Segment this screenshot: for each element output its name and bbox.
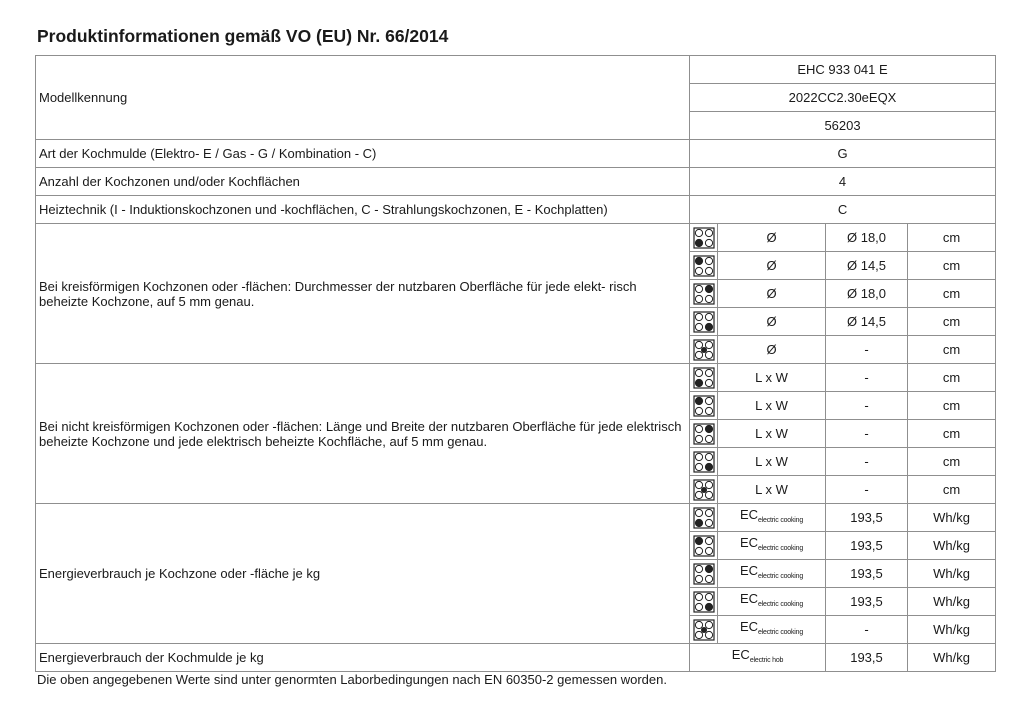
zone-rear-right-icon [693, 423, 715, 445]
value-cell: 193,5 [826, 504, 908, 532]
symbol: L x W [755, 370, 788, 385]
row-value: C [690, 196, 996, 224]
model-value: 2022CC2.30eEQX [690, 84, 996, 112]
symbol-cell [718, 252, 826, 280]
unit-cell: cm [908, 280, 996, 308]
table-row [36, 644, 996, 672]
group-label: Bei kreisförmigen Kochzonen oder -flächen: Durchmesser der nutzbaren Oberfläche für jede elekt- risch beheizte Kochzone, auf 5 mm genau. [36, 224, 690, 364]
model-label: Modellkennung [36, 56, 690, 140]
zone-icon-cell [690, 280, 718, 308]
symbol: Ø [766, 342, 777, 357]
group-label: Energieverbrauch je Kochzone oder -fläche je kg [36, 504, 690, 644]
zone-icon-cell [690, 532, 718, 560]
symbol-subscript: electric hob [749, 657, 784, 664]
zone-front-left-icon [693, 367, 715, 389]
zone-front-left-icon [693, 227, 715, 249]
symbol: EC [739, 535, 758, 550]
row-value: G [690, 140, 996, 168]
unit-cell: Wh/kg [908, 588, 996, 616]
symbol-cell [718, 420, 826, 448]
symbol: L x W [755, 482, 788, 497]
symbol-cell [718, 476, 826, 504]
symbol: L x W [755, 426, 788, 441]
symbol: Ø [766, 258, 777, 273]
symbol-cell [718, 448, 826, 476]
row-label: Anzahl der Kochzonen und/oder Kochflächen [36, 168, 690, 196]
symbol-cell [718, 588, 826, 616]
hob-total-label: Energieverbrauch der Kochmulde je kg [36, 644, 690, 672]
footnote: Die oben angegebenen Werte sind unter genormten Laborbedingungen nach EN 60350-2 gemessen worden. [37, 672, 667, 687]
zone-icon-cell [690, 308, 718, 336]
symbol-subscript: electric cooking [758, 601, 804, 608]
symbol: L x W [755, 454, 788, 469]
value-cell: - [826, 616, 908, 644]
symbol-subscript: electric cooking [758, 573, 804, 580]
zone-rear-left-icon [693, 535, 715, 557]
symbol: EC [731, 647, 750, 662]
symbol: EC [739, 507, 758, 522]
zone-icon-cell [690, 252, 718, 280]
zone-rear-right-icon [693, 563, 715, 585]
unit-cell: cm [908, 308, 996, 336]
value-cell: 193,5 [826, 588, 908, 616]
zone-front-right-icon [693, 591, 715, 613]
zone-center-icon [693, 339, 715, 361]
value-cell: Ø 18,0 [826, 224, 908, 252]
table-row [36, 504, 996, 532]
zone-front-right-icon [693, 451, 715, 473]
zone-rear-right-icon [693, 283, 715, 305]
zone-icon-cell [690, 224, 718, 252]
value-cell: - [826, 364, 908, 392]
symbol: L x W [755, 398, 788, 413]
table-row [36, 224, 996, 252]
table-row [36, 56, 996, 84]
page-title: Produktinformationen gemäß VO (EU) Nr. 66/2014 [37, 26, 449, 46]
symbol: Ø [766, 314, 777, 329]
value-cell: - [826, 336, 908, 364]
unit-cell: cm [908, 336, 996, 364]
model-value: 56203 [690, 112, 996, 140]
zone-icon-cell [690, 364, 718, 392]
zone-icon-cell [690, 616, 718, 644]
zone-icon-cell [690, 504, 718, 532]
value-cell: Ø 14,5 [826, 252, 908, 280]
zone-icon-cell [690, 420, 718, 448]
symbol-cell [718, 308, 826, 336]
symbol-cell [718, 560, 826, 588]
symbol: EC [739, 563, 758, 578]
symbol-cell [718, 280, 826, 308]
unit-cell: cm [908, 448, 996, 476]
value-cell: - [826, 420, 908, 448]
symbol-cell [690, 644, 826, 672]
value-cell: 193,5 [826, 532, 908, 560]
row-label: Art der Kochmulde (Elektro- E / Gas - G / Kombination - C) [36, 140, 690, 168]
table-row [36, 168, 996, 196]
symbol-cell [718, 532, 826, 560]
value-cell: 193,5 [826, 644, 908, 672]
symbol-cell [718, 616, 826, 644]
row-label: Heiztechnik (I - Induktionskochzonen und -kochflächen, C - Strahlungskochzonen, E - Kochplatten) [36, 196, 690, 224]
symbol-cell [718, 504, 826, 532]
zone-icon-cell [690, 588, 718, 616]
symbol-cell [718, 392, 826, 420]
value-cell: Ø 14,5 [826, 308, 908, 336]
zone-rear-left-icon [693, 255, 715, 277]
table-row [36, 196, 996, 224]
unit-cell: Wh/kg [908, 504, 996, 532]
zone-icon-cell [690, 560, 718, 588]
value-cell: - [826, 448, 908, 476]
unit-cell: Wh/kg [908, 616, 996, 644]
zone-icon-cell [690, 476, 718, 504]
row-value: 4 [690, 168, 996, 196]
unit-cell: cm [908, 252, 996, 280]
value-cell: - [826, 476, 908, 504]
symbol-cell [718, 224, 826, 252]
value-cell: Ø 18,0 [826, 280, 908, 308]
unit-cell: cm [908, 224, 996, 252]
unit-cell: cm [908, 392, 996, 420]
zone-front-right-icon [693, 311, 715, 333]
unit-cell: Wh/kg [908, 532, 996, 560]
model-value: EHC 933 041 E [690, 56, 996, 84]
symbol-cell [718, 364, 826, 392]
table-row [36, 364, 996, 392]
symbol-cell [718, 336, 826, 364]
zone-front-left-icon [693, 507, 715, 529]
symbol-subscript: electric cooking [758, 545, 804, 552]
zone-icon-cell [690, 336, 718, 364]
symbol: Ø [766, 286, 777, 301]
unit-cell: Wh/kg [908, 644, 996, 672]
symbol: Ø [766, 230, 777, 245]
unit-cell: cm [908, 364, 996, 392]
zone-icon-cell [690, 392, 718, 420]
unit-cell: cm [908, 420, 996, 448]
zone-center-icon [693, 619, 715, 641]
zone-icon-cell [690, 448, 718, 476]
table-row [36, 140, 996, 168]
symbol-subscript: electric cooking [758, 629, 804, 636]
product-info-table [35, 55, 996, 672]
zone-rear-left-icon [693, 395, 715, 417]
symbol-subscript: electric cooking [758, 517, 804, 524]
zone-center-icon [693, 479, 715, 501]
group-label: Bei nicht kreisförmigen Kochzonen oder -flächen: Länge und Breite der nutzbaren Oberfläche für jede elektrisch beheizte Kochzone und jede elektrisch beheizte Kochfläche, auf 5 mm genau. [36, 364, 690, 504]
value-cell: 193,5 [826, 560, 908, 588]
value-cell: - [826, 392, 908, 420]
unit-cell: cm [908, 476, 996, 504]
symbol: EC [739, 619, 758, 634]
unit-cell: Wh/kg [908, 560, 996, 588]
symbol: EC [739, 591, 758, 606]
